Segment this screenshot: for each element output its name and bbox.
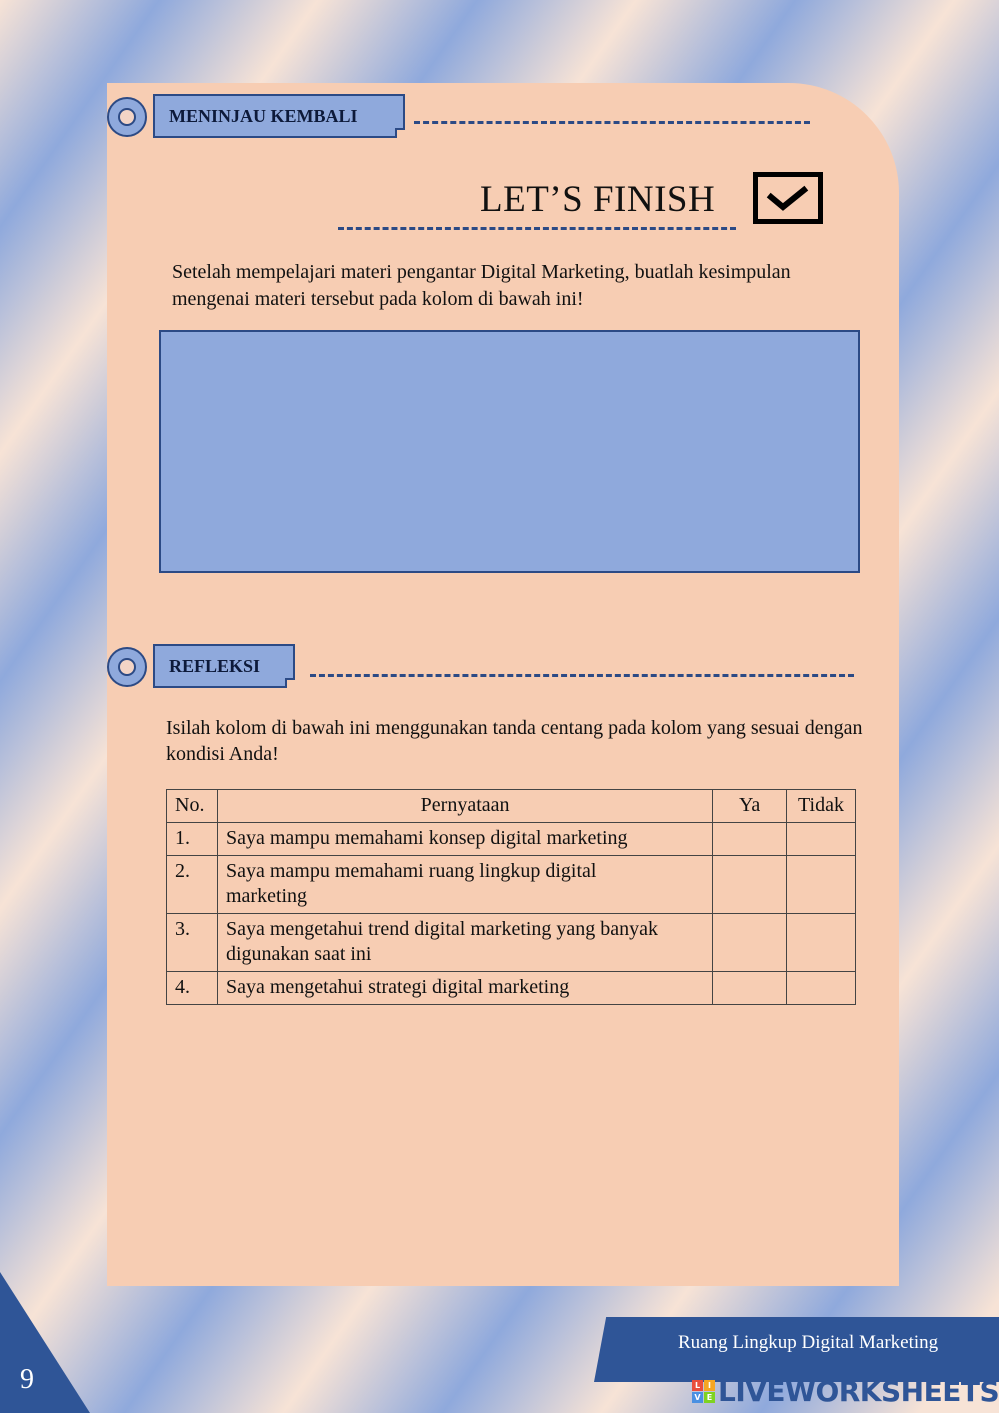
dashed-divider <box>310 674 854 677</box>
ring-icon <box>107 97 147 137</box>
row-number: 4. <box>167 972 218 1005</box>
liveworksheets-icon: L I V E <box>692 1380 715 1403</box>
footer-book-title: Ruang Lingkup Digital Marketing <box>678 1332 939 1353</box>
page-number: 9 <box>20 1364 34 1395</box>
row-number: 3. <box>167 914 218 972</box>
no-cell[interactable] <box>787 823 856 856</box>
no-cell[interactable] <box>787 914 856 972</box>
liveworksheets-logo[interactable] <box>692 1374 999 1408</box>
table-row <box>167 856 856 914</box>
section-tag-reflection <box>107 644 297 688</box>
conclusion-answer-box[interactable] <box>159 330 860 573</box>
table-row <box>167 914 856 972</box>
table-row <box>167 823 856 856</box>
finish-instruction: Setelah mempelajari materi pengantar Digital Marketing, buatlah kesimpulan mengenai materi tersebut pada kolom di bawah ini! <box>172 261 791 310</box>
header-yes: Ya <box>713 790 787 823</box>
row-statement: Saya mengetahui strategi digital marketing <box>217 972 712 1005</box>
header-no-answer: Tidak <box>787 790 856 823</box>
title-underline <box>338 227 736 230</box>
table-header-row <box>167 790 856 823</box>
no-cell[interactable] <box>787 856 856 914</box>
section-label-review: MENINJAU KEMBALI <box>153 94 405 138</box>
section-tag-review <box>107 94 407 138</box>
no-cell[interactable] <box>787 972 856 1005</box>
section-label-reflection: REFLEKSI <box>153 644 295 688</box>
reflection-instruction: Isilah kolom di bawah ini menggunakan tanda centang pada kolom yang sesuai dengan kondisi Anda! <box>166 717 863 765</box>
reflection-table <box>166 789 856 1005</box>
row-statement: Saya mampu memahami konsep digital marketing <box>217 823 712 856</box>
yes-cell[interactable] <box>713 972 787 1005</box>
row-number: 2. <box>167 856 218 914</box>
footer-corner-triangle <box>0 1272 90 1413</box>
row-number: 1. <box>167 823 218 856</box>
row-statement: Saya mampu memahami ruang lingkup digital marketing <box>217 856 712 914</box>
yes-cell[interactable] <box>713 914 787 972</box>
table-row <box>167 972 856 1005</box>
liveworksheets-wordmark: LIVEWORKSHEETS <box>718 1374 999 1408</box>
yes-cell[interactable] <box>713 856 787 914</box>
yes-cell[interactable] <box>713 823 787 856</box>
dashed-divider <box>414 121 810 124</box>
ring-icon <box>107 647 147 687</box>
header-no: No. <box>167 790 218 823</box>
lets-finish-title: LET’S FINISH <box>480 179 716 220</box>
checkmark-icon <box>753 172 823 224</box>
row-statement: Saya mengetahui trend digital marketing yang banyak digunakan saat ini <box>217 914 712 972</box>
header-statement: Pernyataan <box>217 790 712 823</box>
